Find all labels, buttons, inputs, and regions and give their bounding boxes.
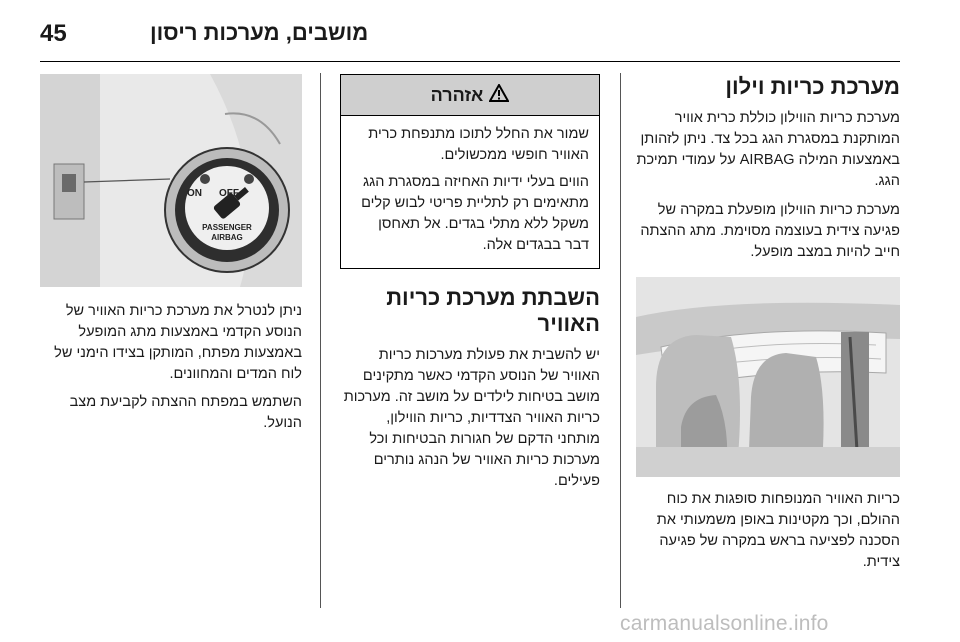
warning-para-1: שמור את החלל לתוכו מתנפחת כרית האוויר חופשי ממכשולים. <box>368 126 589 163</box>
switch-para-2: השתמש במפתח ההצתה לקביעת מצב הנועל. <box>69 394 302 431</box>
airbag-switch-illustration <box>40 74 302 287</box>
right-column <box>636 74 900 581</box>
switch-passenger-label: PASSENGER <box>202 223 252 232</box>
watermark: carmanualsonline.info <box>620 612 829 635</box>
deactivation-para: יש להשבית את פעולת מערכות כריות האוויר של הנוסע הקדמי כאשר מתקינים מושב בטיחות לילדים על מושב זה. מערכות כריות האוויר הצדדיות, כריות הווילון, מותחני הדקם של חגורות הבטיחות וכל מערכות כריות האוויר של הנהג נותרים פעילים. <box>343 347 600 489</box>
curtain-airbag-para-3: כריות האוויר המנופחות סופגות את כוח ההולם, וכך מקטינות באופן משמעותי את הסכנה לפציעה בראש במקרה של פגיעה צידית. <box>656 491 900 570</box>
deactivation-heading: השבתת מערכת כריות האוויר <box>386 285 600 336</box>
left-column <box>40 74 302 441</box>
warning-para-2: הווים בעלי ידיות האחיזה במסגרת הגג מתאימים רק לתליית פריטי לבוש קלים משקל ללא מתלי בגדים. אל תאחסן דבר בבגדים אלה. <box>361 174 589 253</box>
page-header <box>40 14 900 54</box>
warning-header <box>341 75 599 116</box>
curtain-airbag-heading: מערכת כריות וילון <box>725 74 900 99</box>
column-divider-left <box>320 73 321 608</box>
curtain-airbag-illustration <box>636 277 900 477</box>
switch-airbag-label: AIRBAG <box>211 233 243 242</box>
warning-body <box>341 116 599 268</box>
switch-para-1: ניתן לנטרל את מערכת כריות האוויר של הנוסע הקדמי באמצעות מתג המופעל באמצעות מפתח, המותקן בצידו הימני של לוח המדים והמחוונים. <box>54 303 302 382</box>
header-rule <box>40 61 900 62</box>
page-number: 45 <box>40 20 67 47</box>
curtain-airbag-para-1: מערכת כריות הווילון כוללת כרית אוויר המותקנת במסגרת הגג בכל צד. ניתן לזהותן באמצעות המילה AIRBAG על עמודי תמיכת הגג. <box>636 110 900 189</box>
switch-off-label: OFF <box>219 188 239 199</box>
warning-label: אזהרה <box>430 84 484 105</box>
middle-column <box>340 74 600 500</box>
running-title: מושבים, מערכות ריסון <box>150 20 369 45</box>
column-divider-right <box>620 73 621 608</box>
switch-on-label: ON <box>187 188 202 199</box>
warning-box <box>340 74 600 269</box>
warning-triangle-icon <box>489 84 509 107</box>
curtain-airbag-para-2: מערכת כריות הווילון מופעלת במקרה של פגיעה צידית בעוצמה מסוימת. מתג ההצתה חייב להיות במצב מופעל. <box>640 202 900 260</box>
